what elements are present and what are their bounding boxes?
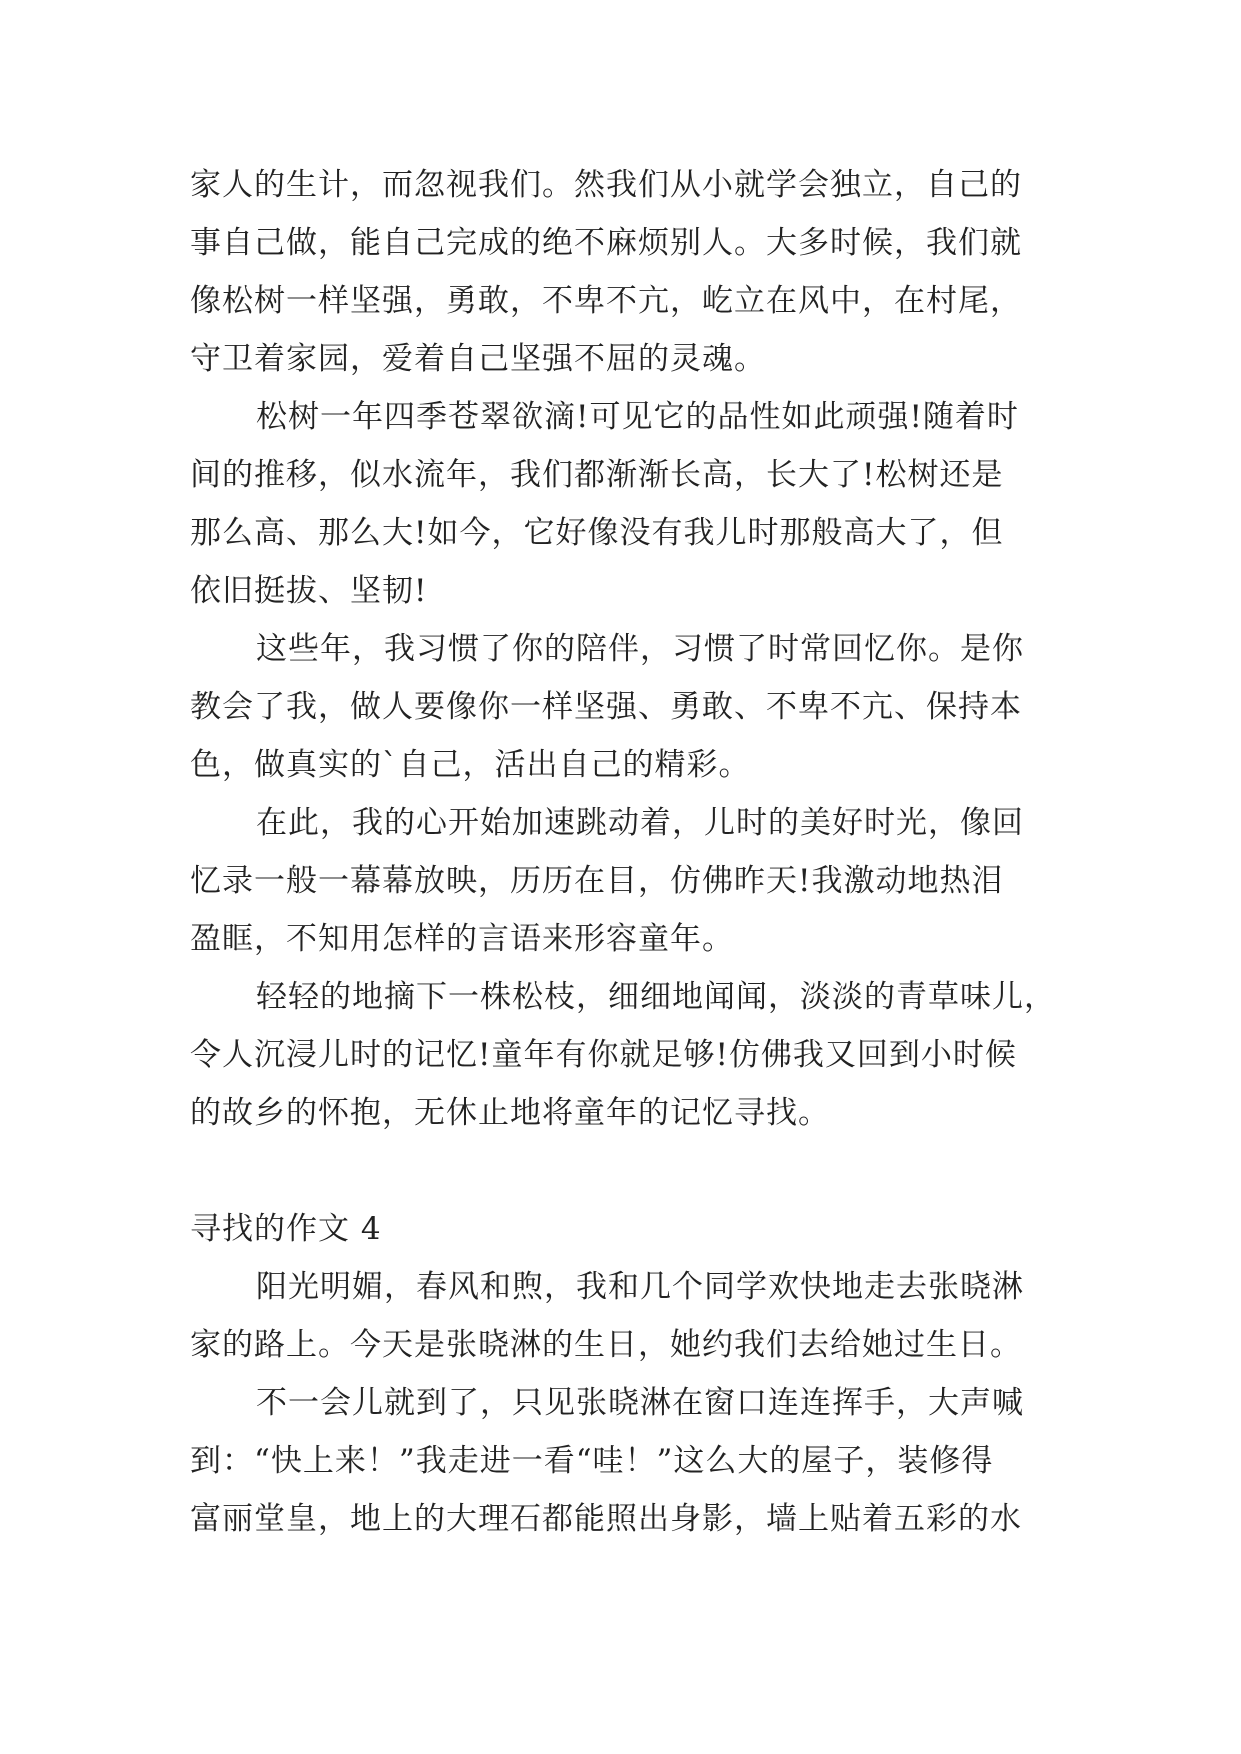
text-line: 家的路上。今天是张晓淋的生日，她约我们去给她过生日。 — [190, 1327, 1022, 1363]
text-line: 事自己做，能自己完成的绝不麻烦别人。大多时候，我们就 — [190, 225, 1022, 261]
text-line: 不一会儿就到了，只见张晓淋在窗口连连挥手，大声喊 — [256, 1385, 1024, 1421]
text-line: 盈眶，不知用怎样的言语来形容童年。 — [190, 921, 734, 957]
text-line: 阳光明媚，春风和煦，我和几个同学欢快地走去张晓淋 — [256, 1269, 1024, 1305]
text-line: 的故乡的怀抱，无休止地将童年的记忆寻找。 — [190, 1095, 830, 1131]
text-line: 轻轻的地摘下一株松枝，细细地闻闻，淡淡的青草味儿， — [256, 979, 1056, 1015]
text-line: 间的推移，似水流年，我们都渐渐长高，长大了!松树还是 — [190, 457, 1004, 493]
text-line: 那么高、那么大!如今，它好像没有我儿时那般高大了，但 — [190, 515, 1004, 551]
text-line: 依旧挺拔、坚韧! — [190, 573, 428, 609]
text-line: 到：“快上来！”我走进一看“哇！”这么大的屋子，装修得 — [190, 1443, 994, 1479]
text-line: 令人沉浸儿时的记忆!童年有你就足够!仿佛我又回到小时候 — [190, 1037, 1017, 1073]
text-line: 家人的生计，而忽视我们。然我们从小就学会独立，自己的 — [190, 167, 1022, 203]
text-line: 富丽堂皇，地上的大理石都能照出身影，墙上贴着五彩的水 — [190, 1501, 1022, 1537]
text-line: 教会了我，做人要像你一样坚强、勇敢、不卑不亢、保持本 — [190, 689, 1022, 725]
text-line: 松树一年四季苍翠欲滴!可见它的品性如此顽强!随着时 — [256, 399, 1019, 435]
text-line: 在此，我的心开始加速跳动着，儿时的美好时光，像回 — [256, 805, 1024, 841]
section-heading: 寻找的作文 4 — [190, 1211, 382, 1247]
text-line: 色，做真实的`自己，活出自己的精彩。 — [190, 747, 751, 783]
text-line: 像松树一样坚强，勇敢，不卑不亢，屹立在风中，在村尾， — [190, 283, 1022, 319]
text-line: 忆录一般一幕幕放映，历历在目，仿佛昨天!我激动地热泪 — [190, 863, 1004, 899]
text-line: 这些年，我习惯了你的陪伴，习惯了时常回忆你。是你 — [256, 631, 1024, 667]
text-line: 守卫着家园，爱着自己坚强不屈的灵魂。 — [190, 341, 766, 377]
